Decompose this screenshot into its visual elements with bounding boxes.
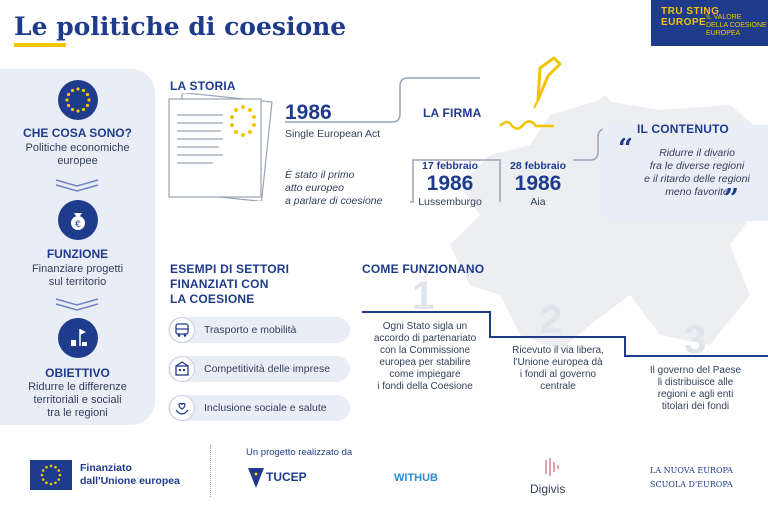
project-label: Un progetto realizzato da <box>246 447 353 458</box>
esempi-heading: ESEMPI DI SETTORI FINANZIATI CON LA COESIONE <box>170 262 290 306</box>
logo-text: IL VALORE DELLA COESIONE EUROPEA <box>706 14 767 37</box>
close-quote-icon: ” <box>724 184 739 214</box>
footer-divider <box>210 445 211 497</box>
target-flag-icon <box>58 318 98 358</box>
eu-flag-icon <box>30 460 72 490</box>
eu-stars-icon <box>58 80 98 120</box>
sidebar-heading-function: FUNZIONE <box>46 247 109 261</box>
firma-date-2: 28 febbraio 1986 Aia <box>509 160 567 208</box>
step-number-2: 2 <box>540 298 563 342</box>
bus-icon <box>169 317 195 343</box>
hands-heart-icon <box>169 395 195 421</box>
firma-date-1: 17 febbraio 1986 Lussemburgo <box>418 160 482 208</box>
sector-transport: Trasporto e mobilità <box>168 317 350 343</box>
page-title: Le politiche di coesione <box>14 12 347 41</box>
firma-heading: LA FIRMA <box>423 106 482 120</box>
pen-signature-icon <box>494 56 574 136</box>
sidebar-heading-what: CHE COSA SONO? <box>23 126 132 140</box>
step-number-1: 1 <box>412 274 435 318</box>
trusting-europe-logo <box>651 0 768 46</box>
sidebar-text-what: Politiche economiche europee <box>25 142 130 167</box>
la-nuova-europa-logo: LA NUOVA EUROPA SCUOLA D'EUROPA <box>650 466 733 489</box>
sector-inclusion: Inclusione sociale e salute <box>168 395 350 421</box>
storia-year: 1986 <box>285 101 332 124</box>
building-icon <box>169 356 195 382</box>
storia-note: È stato il primo atto europeo a parlare di coesione <box>285 169 383 207</box>
sidebar-text-function: Finanziare progetti sul territorio <box>31 263 124 288</box>
sidebar-text-objective: Ridurre le differenze territoriali e sociali tra le regioni <box>28 381 127 419</box>
digivis-logo: Digivis <box>530 482 566 496</box>
tucep-logo: TUCEP <box>246 464 312 492</box>
logo-mark: TRU STING EUROPE <box>661 6 720 28</box>
chevron-down-icon <box>54 178 100 192</box>
step-text-2: Ricevuto il via libera, l'Unione europea dà i fondi al governo centrale <box>512 345 604 392</box>
eu-funding-text: Finanziato dall'Unione europea <box>80 462 180 487</box>
money-bag-icon <box>58 200 98 240</box>
step-number-3: 3 <box>684 318 707 362</box>
sidebar-heading-objective: OBIETTIVO <box>45 366 110 380</box>
step-text-3: Il governo del Paese li distribuisce alle regioni e agli enti titolari dei fondi <box>649 365 742 412</box>
chevron-down-icon <box>54 297 100 311</box>
funzionamento-heading: COME FUNZIONANO <box>362 262 485 276</box>
contenuto-heading: IL CONTENUTO <box>637 122 729 136</box>
document-icon <box>163 93 275 201</box>
open-quote-icon: “ <box>618 134 633 164</box>
step-text-1: Ogni Stato sigla un accordo di partenariato con la Commissione europea per stabilire come impiegare i fondi della Coesione <box>373 321 477 392</box>
withub-logo: WITHUB <box>394 472 438 484</box>
storia-heading: LA STORIA <box>170 79 236 93</box>
title-underline <box>14 43 66 47</box>
sector-competitiveness: Competitività delle imprese <box>168 356 350 382</box>
storia-act: Single European Act <box>285 128 381 140</box>
svg-text:€: € <box>75 220 81 230</box>
contenuto-text: Ridurre il divario fra le diverse regioni e il ritardo delle regioni meno favorite <box>644 147 750 198</box>
